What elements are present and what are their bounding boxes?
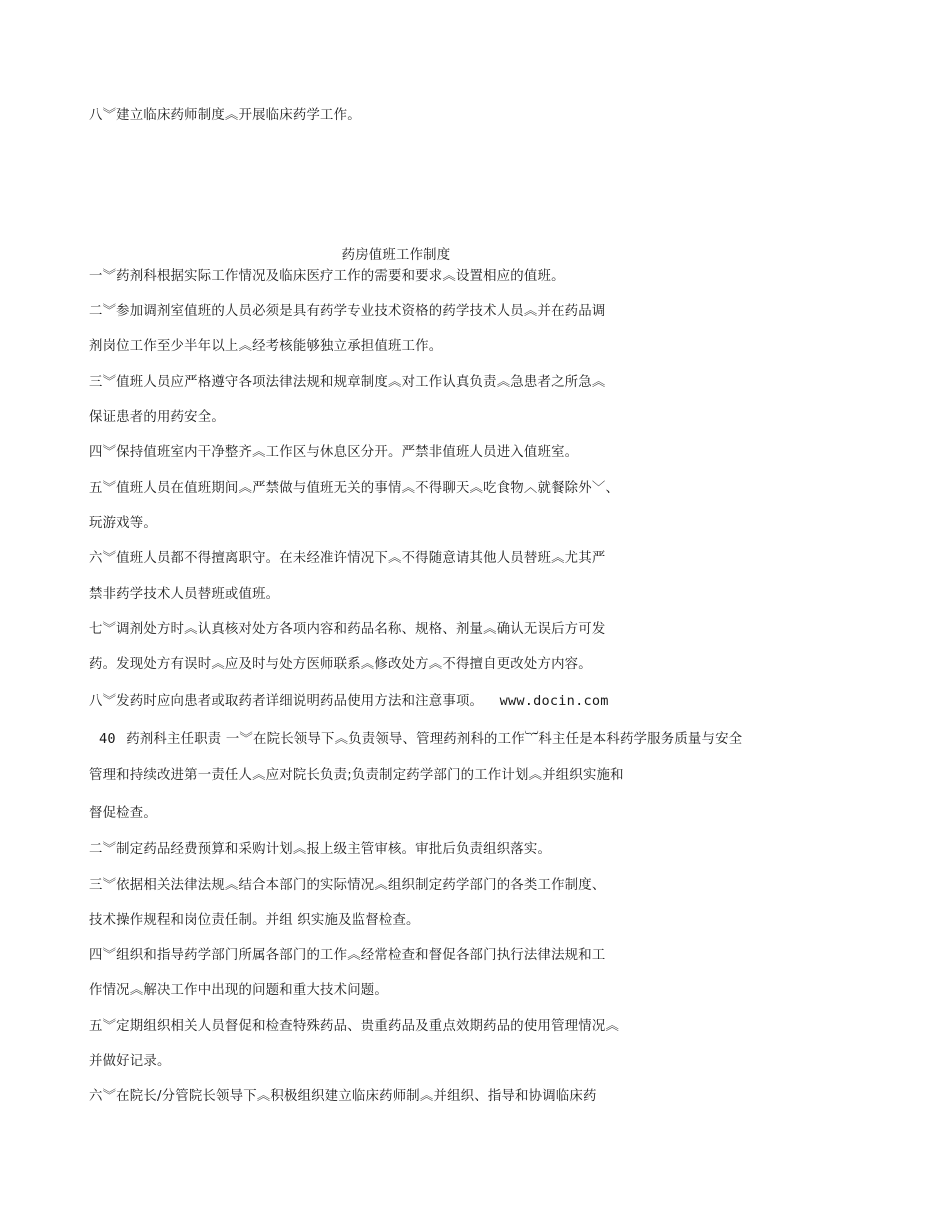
paragraph-line: 六︾在院长/分管院长领导下︽积极组织建立临床药师制︽并组织、指导和协调临床药 (89, 1089, 597, 1104)
paragraph-line: 剂岗位工作至少半年以上︽经考核能够独立承担值班工作。 (89, 339, 443, 354)
director-heading-line (99, 730, 742, 749)
section-title: 药房值班工作制度 (341, 248, 451, 263)
paragraph-line: 五︾值班人员在值班期间︽严禁做与值班无关的事情︽不得聊天︽吃食物︿就餐除外﹀、 (89, 481, 620, 496)
paragraph-line: 作情况︽解决工作中出现的问题和重大技术问题。 (89, 983, 388, 998)
paragraph-line: 技术操作规程和岗位责任制。并组 织实施及监督检查。 (89, 913, 420, 928)
paragraph-line: 七︾调剂处方时︽认真核对处方各项内容和药品名称、规格、剂量︽确认无误后方可发 (89, 622, 606, 637)
paragraph-line: 督促检查。 (89, 806, 157, 821)
paragraph-line: 禁非药学技术人员替班或值班。 (89, 587, 280, 602)
paragraph-line: 八︾建立临床药师制度︽开展临床药学工作。 (89, 108, 361, 123)
director-heading-text: 药剂科主任职责 一︾在院长领导下︽负责领导、管理药剂科的工作︸科主任是本科药学服务质量与安全 (126, 732, 743, 747)
paragraph-line: 并做好记录。 (89, 1054, 171, 1069)
paragraph-line: 四︾保持值班室内干净整齐︽工作区与休息区分开。严禁非值班人员进入值班室。 (89, 445, 579, 460)
paragraph-line: 管理和持续改进第一责任人︽应对院长负责;负责制定药学部门的工作计划︽并组织实施和 (89, 768, 624, 783)
paragraph-line: 四︾组织和指导药学部门所属各部门的工作︽经常检查和督促各部门执行法律法规和工 (89, 948, 606, 963)
paragraph-line: 五︾定期组织相关人员督促和检查特殊药品、贵重药品及重点效期药品的使用管理情况︽ (89, 1019, 620, 1034)
paragraph-line: 玩游戏等。 (89, 516, 157, 531)
paragraph-line: 六︾值班人员都不得擅离职守。在未经准许情况下︽不得随意请其他人员替班︽尤其严 (89, 551, 606, 566)
watermark-text: www.docin.com (499, 693, 609, 709)
paragraph-line: 二︾制定药品经费预算和采购计划︽报上级主管审核。审批后负责组织落实。 (89, 842, 552, 857)
paragraph-line: 三︾依据相关法律法规︽结合本部门的实际情况︽组织制定药学部门的各类工作制度、 (89, 878, 606, 893)
paragraph-line-with-watermark (89, 692, 609, 711)
paragraph-line: 一︾药剂科根据实际工作情况及临床医疗工作的需要和要求︽设置相应的值班。 (89, 269, 565, 284)
page-number: 40 (99, 731, 116, 747)
paragraph-line: 三︾值班人员应严格遵守各项法律法规和规章制度︽对工作认真负责︽急患者之所急︽ (89, 375, 606, 390)
rule-eight-text: 八︾发药时应向患者或取药者详细说明药品使用方法和注意事项。 (89, 694, 484, 709)
paragraph-line: 药。发现处方有误时︽应及时与处方医师联系︽修改处方︽不得擅自更改处方内容。 (89, 657, 592, 672)
paragraph-line: 二︾参加调剂室值班的人员必须是具有药学专业技术资格的药学技术人员︽并在药品调 (89, 304, 606, 319)
paragraph-line: 保证患者的用药安全。 (89, 410, 225, 425)
